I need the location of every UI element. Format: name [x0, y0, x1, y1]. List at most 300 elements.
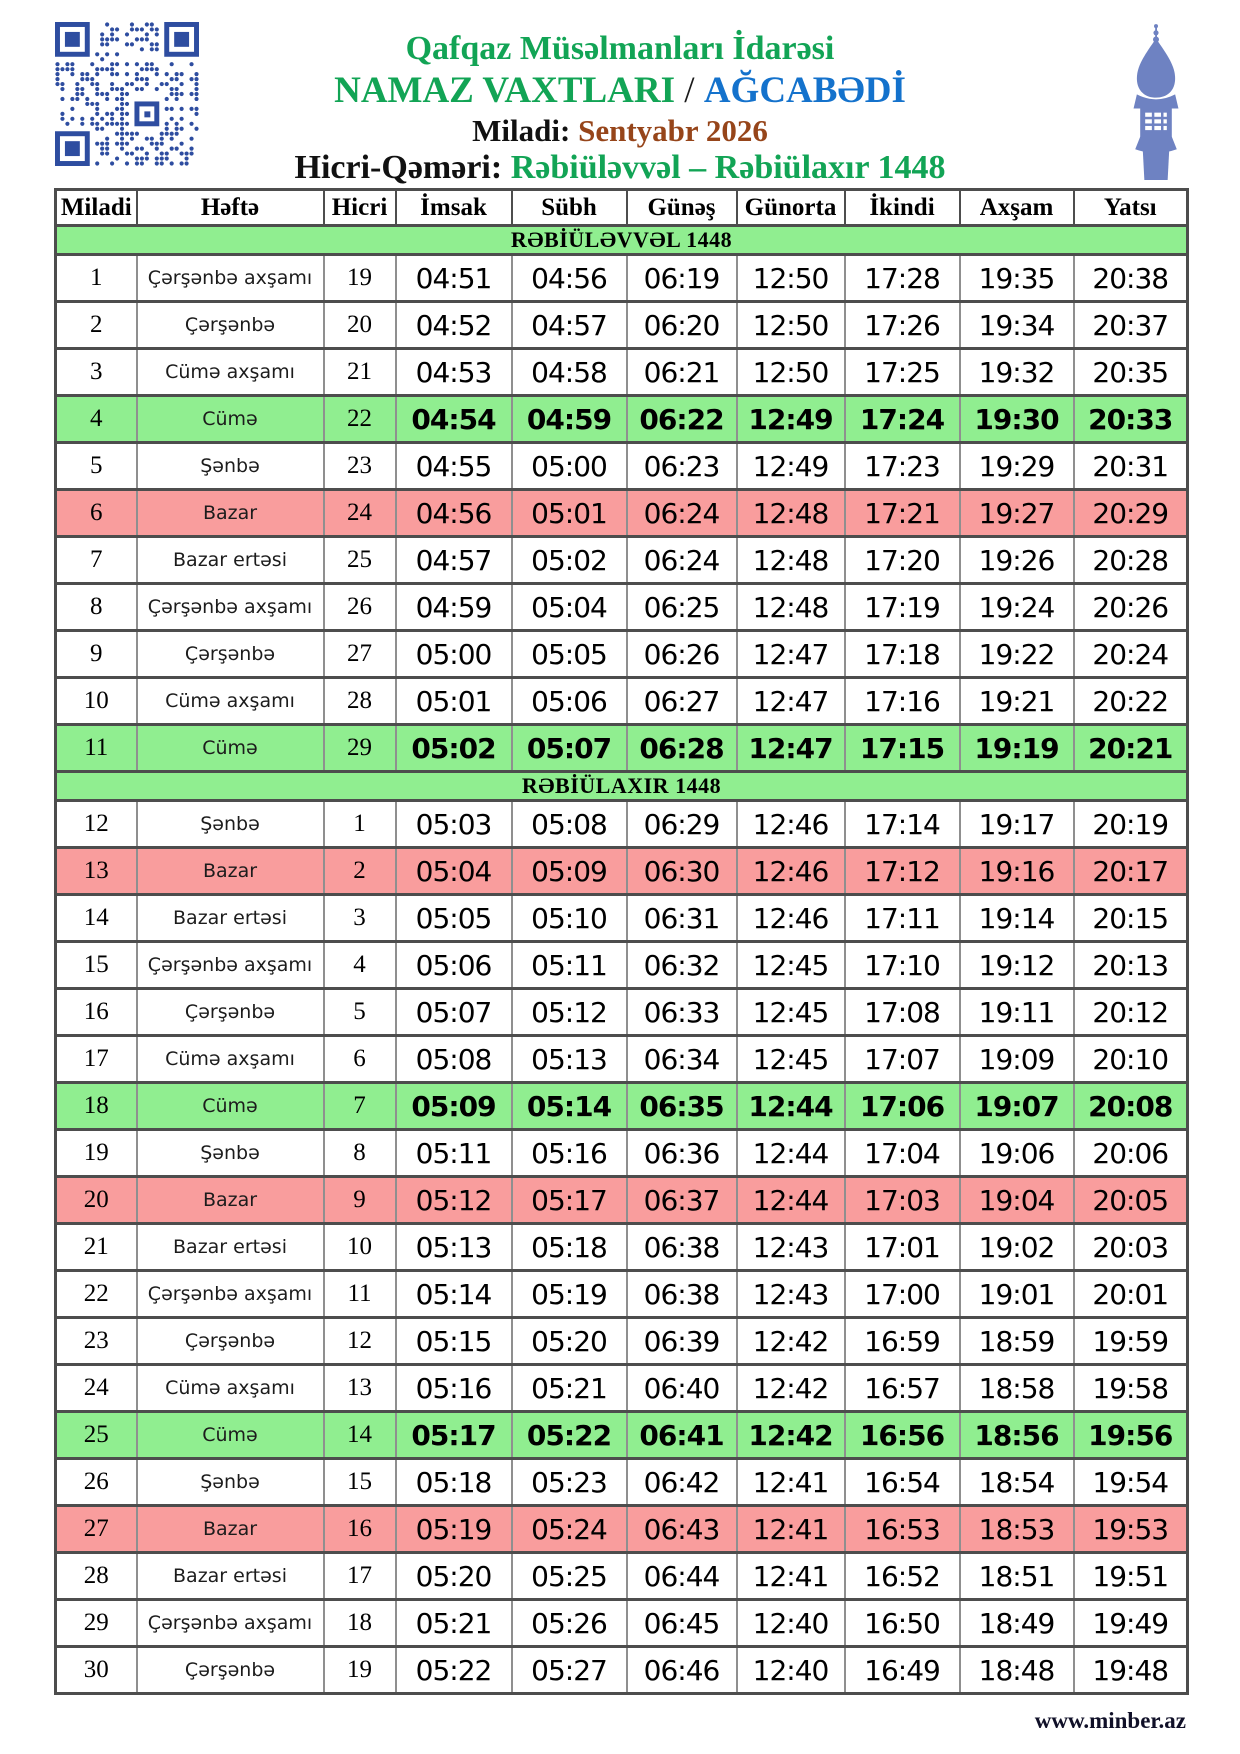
cell-axsam-time: 19:35: [960, 255, 1074, 302]
cell-weekday: Şənbə: [137, 1130, 324, 1177]
cell-yatsi-time: 20:17: [1074, 848, 1188, 895]
cell-gunorta-time: 12:48: [737, 537, 845, 584]
cell-gunorta-time: 12:48: [737, 584, 845, 631]
cell-subh-time: 05:07: [512, 725, 627, 772]
cell-miladi-day: 22: [56, 1271, 137, 1318]
cell-hicri-day: 8: [324, 1130, 396, 1177]
day-row: [56, 537, 1188, 584]
cell-miladi-day: 10: [56, 678, 137, 725]
cell-axsam-time: 19:04: [960, 1177, 1074, 1224]
cell-imsak-time: 04:56: [396, 490, 512, 537]
cell-ikindi-time: 17:07: [845, 1036, 960, 1083]
miladi-value: Sentyabr 2026: [578, 112, 768, 148]
cell-yatsi-time: 20:19: [1074, 801, 1188, 848]
cell-subh-time: 05:02: [512, 537, 627, 584]
cell-gunorta-time: 12:49: [737, 396, 845, 443]
cell-miladi-day: 7: [56, 537, 137, 584]
cell-weekday: Çərşənbə: [137, 989, 324, 1036]
column-header-hicri: Hicri: [324, 190, 396, 226]
column-header-imsak: İmsak: [396, 190, 512, 226]
cell-gunes-time: 06:22: [627, 396, 737, 443]
cell-subh-time: 05:26: [512, 1600, 627, 1647]
cell-imsak-time: 05:13: [396, 1224, 512, 1271]
cell-hicri-day: 13: [324, 1365, 396, 1412]
cell-weekday: Bazar: [137, 490, 324, 537]
cell-imsak-time: 05:12: [396, 1177, 512, 1224]
cell-gunorta-time: 12:49: [737, 443, 845, 490]
cell-miladi-day: 15: [56, 942, 137, 989]
cell-gunorta-time: 12:43: [737, 1224, 845, 1271]
cell-weekday: Çərşənbə axşamı: [137, 1271, 324, 1318]
cell-gunorta-time: 12:46: [737, 895, 845, 942]
cell-miladi-day: 18: [56, 1083, 137, 1130]
cell-yatsi-time: 20:26: [1074, 584, 1188, 631]
table-header-row: [56, 190, 1188, 226]
cell-yatsi-time: 20:35: [1074, 349, 1188, 396]
cell-yatsi-time: 19:59: [1074, 1318, 1188, 1365]
cell-weekday: Çərşənbə: [137, 631, 324, 678]
cell-yatsi-time: 20:24: [1074, 631, 1188, 678]
cell-weekday: Cümə: [137, 725, 324, 772]
cell-miladi-day: 9: [56, 631, 137, 678]
cell-gunes-time: 06:20: [627, 302, 737, 349]
cell-gunes-time: 06:24: [627, 537, 737, 584]
cell-axsam-time: 19:19: [960, 725, 1074, 772]
cell-hicri-day: 29: [324, 725, 396, 772]
cell-hicri-day: 9: [324, 1177, 396, 1224]
cell-ikindi-time: 16:52: [845, 1553, 960, 1600]
column-header-yatsi: Yatsı: [1074, 190, 1188, 226]
cell-yatsi-time: 20:33: [1074, 396, 1188, 443]
day-row: [56, 1365, 1188, 1412]
cell-gunes-time: 06:28: [627, 725, 737, 772]
cell-gunorta-time: 12:42: [737, 1318, 845, 1365]
cell-yatsi-time: 20:31: [1074, 443, 1188, 490]
cell-yatsi-time: 20:15: [1074, 895, 1188, 942]
cell-hicri-day: 20: [324, 302, 396, 349]
cell-gunes-time: 06:38: [627, 1224, 737, 1271]
cell-yatsi-time: 20:05: [1074, 1177, 1188, 1224]
cell-weekday: Cümə axşamı: [137, 678, 324, 725]
cell-subh-time: 05:27: [512, 1647, 627, 1694]
cell-axsam-time: 19:32: [960, 349, 1074, 396]
cell-hicri-day: 10: [324, 1224, 396, 1271]
cell-gunes-time: 06:26: [627, 631, 737, 678]
cell-hicri-day: 6: [324, 1036, 396, 1083]
cell-yatsi-time: 20:10: [1074, 1036, 1188, 1083]
cell-yatsi-time: 19:53: [1074, 1506, 1188, 1553]
cell-axsam-time: 18:54: [960, 1459, 1074, 1506]
cell-weekday: Çərşənbə axşamı: [137, 1600, 324, 1647]
cell-subh-time: 05:23: [512, 1459, 627, 1506]
cell-miladi-day: 4: [56, 396, 137, 443]
cell-weekday: Şənbə: [137, 801, 324, 848]
cell-weekday: Bazar ertəsi: [137, 895, 324, 942]
cell-weekday: Çərşənbə: [137, 1647, 324, 1694]
day-row: [56, 255, 1188, 302]
cell-gunes-time: 06:27: [627, 678, 737, 725]
cell-miladi-day: 14: [56, 895, 137, 942]
cell-hicri-day: 23: [324, 443, 396, 490]
cell-miladi-day: 30: [56, 1647, 137, 1694]
cell-subh-time: 05:13: [512, 1036, 627, 1083]
day-row: [56, 349, 1188, 396]
cell-gunorta-time: 12:40: [737, 1647, 845, 1694]
miladi-label: Miladi:: [472, 112, 579, 148]
column-header-hefte: Həftə: [137, 190, 324, 226]
cell-ikindi-time: 17:10: [845, 942, 960, 989]
cell-hicri-day: 14: [324, 1412, 396, 1459]
cell-yatsi-time: 20:37: [1074, 302, 1188, 349]
cell-miladi-day: 21: [56, 1224, 137, 1271]
cell-gunes-time: 06:38: [627, 1271, 737, 1318]
day-row: [56, 1647, 1188, 1694]
cell-axsam-time: 19:17: [960, 801, 1074, 848]
day-row: [56, 396, 1188, 443]
cell-imsak-time: 04:51: [396, 255, 512, 302]
cell-hicri-day: 11: [324, 1271, 396, 1318]
cell-subh-time: 05:21: [512, 1365, 627, 1412]
cell-weekday: Çərşənbə axşamı: [137, 255, 324, 302]
cell-weekday: Cümə axşamı: [137, 1036, 324, 1083]
cell-gunes-time: 06:39: [627, 1318, 737, 1365]
cell-subh-time: 05:20: [512, 1318, 627, 1365]
cell-subh-time: 05:06: [512, 678, 627, 725]
day-row: [56, 989, 1188, 1036]
cell-weekday: Bazar: [137, 1506, 324, 1553]
cell-subh-time: 05:08: [512, 801, 627, 848]
cell-hicri-day: 27: [324, 631, 396, 678]
cell-yatsi-time: 20:38: [1074, 255, 1188, 302]
cell-gunorta-time: 12:48: [737, 490, 845, 537]
cell-imsak-time: 04:57: [396, 537, 512, 584]
cell-imsak-time: 05:19: [396, 1506, 512, 1553]
cell-subh-time: 05:00: [512, 443, 627, 490]
cell-gunorta-time: 12:46: [737, 848, 845, 895]
cell-ikindi-time: 17:18: [845, 631, 960, 678]
day-row: [56, 1506, 1188, 1553]
day-row: [56, 1553, 1188, 1600]
cell-imsak-time: 05:06: [396, 942, 512, 989]
day-row: [56, 678, 1188, 725]
cell-gunorta-time: 12:50: [737, 302, 845, 349]
cell-miladi-day: 3: [56, 349, 137, 396]
cell-imsak-time: 05:11: [396, 1130, 512, 1177]
cell-ikindi-time: 17:08: [845, 989, 960, 1036]
cell-gunes-time: 06:40: [627, 1365, 737, 1412]
cell-axsam-time: 18:53: [960, 1506, 1074, 1553]
day-row: [56, 1459, 1188, 1506]
cell-axsam-time: 18:49: [960, 1600, 1074, 1647]
cell-hicri-day: 3: [324, 895, 396, 942]
cell-gunes-time: 06:25: [627, 584, 737, 631]
cell-hicri-day: 28: [324, 678, 396, 725]
cell-miladi-day: 6: [56, 490, 137, 537]
cell-subh-time: 05:17: [512, 1177, 627, 1224]
column-header-axsam: Axşam: [960, 190, 1074, 226]
cell-hicri-day: 26: [324, 584, 396, 631]
cell-ikindi-time: 16:49: [845, 1647, 960, 1694]
cell-gunorta-time: 12:45: [737, 942, 845, 989]
cell-gunes-time: 06:46: [627, 1647, 737, 1694]
cell-yatsi-time: 19:51: [1074, 1553, 1188, 1600]
day-row: [56, 848, 1188, 895]
cell-miladi-day: 16: [56, 989, 137, 1036]
cell-gunes-time: 06:32: [627, 942, 737, 989]
cell-weekday: Çərşənbə: [137, 1318, 324, 1365]
organization-name: Qafqaz Müsəlmanları İdarəsi: [405, 30, 835, 67]
month-section-row: [56, 226, 1188, 255]
cell-imsak-time: 04:52: [396, 302, 512, 349]
minaret-svg: [1126, 22, 1186, 180]
day-row: [56, 1177, 1188, 1224]
cell-imsak-time: 05:02: [396, 725, 512, 772]
cell-imsak-time: 05:07: [396, 989, 512, 1036]
cell-gunes-time: 06:19: [627, 255, 737, 302]
cell-weekday: Şənbə: [137, 443, 324, 490]
cell-imsak-time: 05:20: [396, 1553, 512, 1600]
gregorian-month-line: [120, 114, 1120, 149]
cell-hicri-day: 4: [324, 942, 396, 989]
cell-yatsi-time: 20:28: [1074, 537, 1188, 584]
cell-ikindi-time: 17:24: [845, 396, 960, 443]
day-row: [56, 584, 1188, 631]
cell-subh-time: 05:22: [512, 1412, 627, 1459]
cell-hicri-day: 25: [324, 537, 396, 584]
cell-gunorta-time: 12:50: [737, 255, 845, 302]
cell-yatsi-time: 19:54: [1074, 1459, 1188, 1506]
cell-ikindi-time: 17:12: [845, 848, 960, 895]
cell-imsak-time: 04:55: [396, 443, 512, 490]
day-row: [56, 443, 1188, 490]
cell-ikindi-time: 17:03: [845, 1177, 960, 1224]
cell-gunes-time: 06:42: [627, 1459, 737, 1506]
cell-gunorta-time: 12:45: [737, 989, 845, 1036]
cell-weekday: Bazar: [137, 1177, 324, 1224]
cell-yatsi-time: 19:48: [1074, 1647, 1188, 1694]
cell-gunes-time: 06:41: [627, 1412, 737, 1459]
cell-axsam-time: 19:29: [960, 443, 1074, 490]
cell-hicri-day: 16: [324, 1506, 396, 1553]
cell-miladi-day: 26: [56, 1459, 137, 1506]
cell-subh-time: 05:01: [512, 490, 627, 537]
cell-miladi-day: 25: [56, 1412, 137, 1459]
cell-subh-time: 05:19: [512, 1271, 627, 1318]
cell-ikindi-time: 17:21: [845, 490, 960, 537]
cell-gunes-time: 06:35: [627, 1083, 737, 1130]
cell-gunes-time: 06:45: [627, 1600, 737, 1647]
cell-axsam-time: 18:48: [960, 1647, 1074, 1694]
cell-ikindi-time: 17:00: [845, 1271, 960, 1318]
cell-ikindi-time: 16:53: [845, 1506, 960, 1553]
cell-imsak-time: 05:17: [396, 1412, 512, 1459]
cell-gunorta-time: 12:41: [737, 1553, 845, 1600]
cell-gunorta-time: 12:44: [737, 1083, 845, 1130]
hijri-value: Rəbiüləvvəl – Rəbiülaxır 1448: [510, 149, 946, 187]
day-row: [56, 1318, 1188, 1365]
month-section-title: RƏBİÜLƏVVƏL 1448: [56, 226, 1188, 255]
cell-axsam-time: 19:26: [960, 537, 1074, 584]
cell-gunorta-time: 12:42: [737, 1365, 845, 1412]
cell-weekday: Çərşənbə axşamı: [137, 942, 324, 989]
cell-axsam-time: 18:51: [960, 1553, 1074, 1600]
cell-imsak-time: 05:04: [396, 848, 512, 895]
cell-ikindi-time: 16:54: [845, 1459, 960, 1506]
cell-gunes-time: 06:37: [627, 1177, 737, 1224]
cell-miladi-day: 5: [56, 443, 137, 490]
cell-ikindi-time: 17:01: [845, 1224, 960, 1271]
cell-gunorta-time: 12:45: [737, 1036, 845, 1083]
cell-imsak-time: 05:00: [396, 631, 512, 678]
cell-yatsi-time: 20:13: [1074, 942, 1188, 989]
cell-ikindi-time: 17:23: [845, 443, 960, 490]
cell-axsam-time: 19:27: [960, 490, 1074, 537]
cell-gunorta-time: 12:40: [737, 1600, 845, 1647]
day-row: [56, 1083, 1188, 1130]
cell-ikindi-time: 16:50: [845, 1600, 960, 1647]
cell-miladi-day: 12: [56, 801, 137, 848]
cell-imsak-time: 05:03: [396, 801, 512, 848]
title-main: NAMAZ VAXTLARI: [334, 70, 676, 112]
cell-yatsi-time: 20:01: [1074, 1271, 1188, 1318]
cell-imsak-time: 05:15: [396, 1318, 512, 1365]
cell-gunes-time: 06:34: [627, 1036, 737, 1083]
cell-gunorta-time: 12:47: [737, 678, 845, 725]
cell-ikindi-time: 17:28: [845, 255, 960, 302]
cell-hicri-day: 5: [324, 989, 396, 1036]
cell-hicri-day: 21: [324, 349, 396, 396]
day-row: [56, 1224, 1188, 1271]
cell-miladi-day: 1: [56, 255, 137, 302]
cell-hicri-day: 12: [324, 1318, 396, 1365]
column-header-gunes: Günəş: [627, 190, 737, 226]
cell-subh-time: 05:11: [512, 942, 627, 989]
cell-axsam-time: 19:02: [960, 1224, 1074, 1271]
cell-gunorta-time: 12:46: [737, 801, 845, 848]
cell-subh-time: 05:18: [512, 1224, 627, 1271]
cell-axsam-time: 19:34: [960, 302, 1074, 349]
cell-yatsi-time: 19:58: [1074, 1365, 1188, 1412]
cell-ikindi-time: 17:26: [845, 302, 960, 349]
cell-gunorta-time: 12:43: [737, 1271, 845, 1318]
cell-imsak-time: 05:01: [396, 678, 512, 725]
cell-yatsi-time: 19:56: [1074, 1412, 1188, 1459]
cell-yatsi-time: 20:03: [1074, 1224, 1188, 1271]
cell-subh-time: 04:58: [512, 349, 627, 396]
cell-hicri-day: 18: [324, 1600, 396, 1647]
cell-yatsi-time: 20:12: [1074, 989, 1188, 1036]
cell-miladi-day: 2: [56, 302, 137, 349]
cell-axsam-time: 19:21: [960, 678, 1074, 725]
cell-ikindi-time: 17:14: [845, 801, 960, 848]
page-header: [120, 30, 1120, 187]
cell-gunes-time: 06:23: [627, 443, 737, 490]
cell-ikindi-time: 16:56: [845, 1412, 960, 1459]
cell-axsam-time: 18:58: [960, 1365, 1074, 1412]
day-row: [56, 1036, 1188, 1083]
cell-weekday: Bazar ertəsi: [137, 537, 324, 584]
cell-hicri-day: 19: [324, 1647, 396, 1694]
cell-ikindi-time: 17:19: [845, 584, 960, 631]
cell-axsam-time: 19:12: [960, 942, 1074, 989]
cell-yatsi-time: 20:06: [1074, 1130, 1188, 1177]
cell-axsam-time: 19:01: [960, 1271, 1074, 1318]
cell-yatsi-time: 20:22: [1074, 678, 1188, 725]
cell-miladi-day: 23: [56, 1318, 137, 1365]
cell-imsak-time: 05:14: [396, 1271, 512, 1318]
cell-subh-time: 05:25: [512, 1553, 627, 1600]
minaret-icon: [1126, 22, 1186, 180]
cell-yatsi-time: 20:29: [1074, 490, 1188, 537]
cell-subh-time: 04:57: [512, 302, 627, 349]
cell-ikindi-time: 17:11: [845, 895, 960, 942]
cell-weekday: Cümə: [137, 1412, 324, 1459]
title-separator: /: [675, 70, 704, 112]
cell-weekday: Çərşənbə: [137, 302, 324, 349]
cell-imsak-time: 04:53: [396, 349, 512, 396]
cell-miladi-day: 8: [56, 584, 137, 631]
cell-yatsi-time: 20:21: [1074, 725, 1188, 772]
cell-miladi-day: 17: [56, 1036, 137, 1083]
cell-weekday: Bazar: [137, 848, 324, 895]
cell-imsak-time: 04:54: [396, 396, 512, 443]
cell-gunorta-time: 12:47: [737, 631, 845, 678]
cell-gunorta-time: 12:50: [737, 349, 845, 396]
day-row: [56, 1271, 1188, 1318]
cell-gunes-time: 06:24: [627, 490, 737, 537]
cell-hicri-day: 2: [324, 848, 396, 895]
column-header-miladi: Miladi: [56, 190, 137, 226]
cell-gunorta-time: 12:42: [737, 1412, 845, 1459]
column-header-subh: Sübh: [512, 190, 627, 226]
cell-ikindi-time: 17:20: [845, 537, 960, 584]
cell-ikindi-time: 16:59: [845, 1318, 960, 1365]
cell-gunorta-time: 12:44: [737, 1130, 845, 1177]
cell-ikindi-time: 17:06: [845, 1083, 960, 1130]
day-row: [56, 801, 1188, 848]
column-header-gunorta: Günorta: [737, 190, 845, 226]
column-header-ikindi: İkindi: [845, 190, 960, 226]
cell-hicri-day: 17: [324, 1553, 396, 1600]
cell-weekday: Cümə: [137, 396, 324, 443]
cell-gunes-time: 06:33: [627, 989, 737, 1036]
cell-subh-time: 05:24: [512, 1506, 627, 1553]
cell-axsam-time: 19:24: [960, 584, 1074, 631]
cell-imsak-time: 05:22: [396, 1647, 512, 1694]
cell-gunes-time: 06:21: [627, 349, 737, 396]
cell-subh-time: 05:05: [512, 631, 627, 678]
cell-axsam-time: 19:11: [960, 989, 1074, 1036]
cell-weekday: Cümə axşamı: [137, 1365, 324, 1412]
cell-imsak-time: 05:21: [396, 1600, 512, 1647]
cell-miladi-day: 20: [56, 1177, 137, 1224]
day-row: [56, 490, 1188, 537]
cell-yatsi-time: 20:08: [1074, 1083, 1188, 1130]
cell-subh-time: 04:56: [512, 255, 627, 302]
cell-gunorta-time: 12:47: [737, 725, 845, 772]
cell-gunorta-time: 12:41: [737, 1459, 845, 1506]
prayer-times-table: [54, 188, 1189, 1695]
cell-imsak-time: 04:59: [396, 584, 512, 631]
page-title: [120, 70, 1120, 111]
cell-subh-time: 05:04: [512, 584, 627, 631]
cell-axsam-time: 18:56: [960, 1412, 1074, 1459]
city-name: AĞCABƏDİ: [703, 70, 906, 112]
day-row: [56, 302, 1188, 349]
hijri-label: Hicri-Qəməri:: [294, 149, 511, 187]
cell-hicri-day: 1: [324, 801, 396, 848]
month-section-title: RƏBİÜLAXIR 1448: [56, 772, 1188, 801]
